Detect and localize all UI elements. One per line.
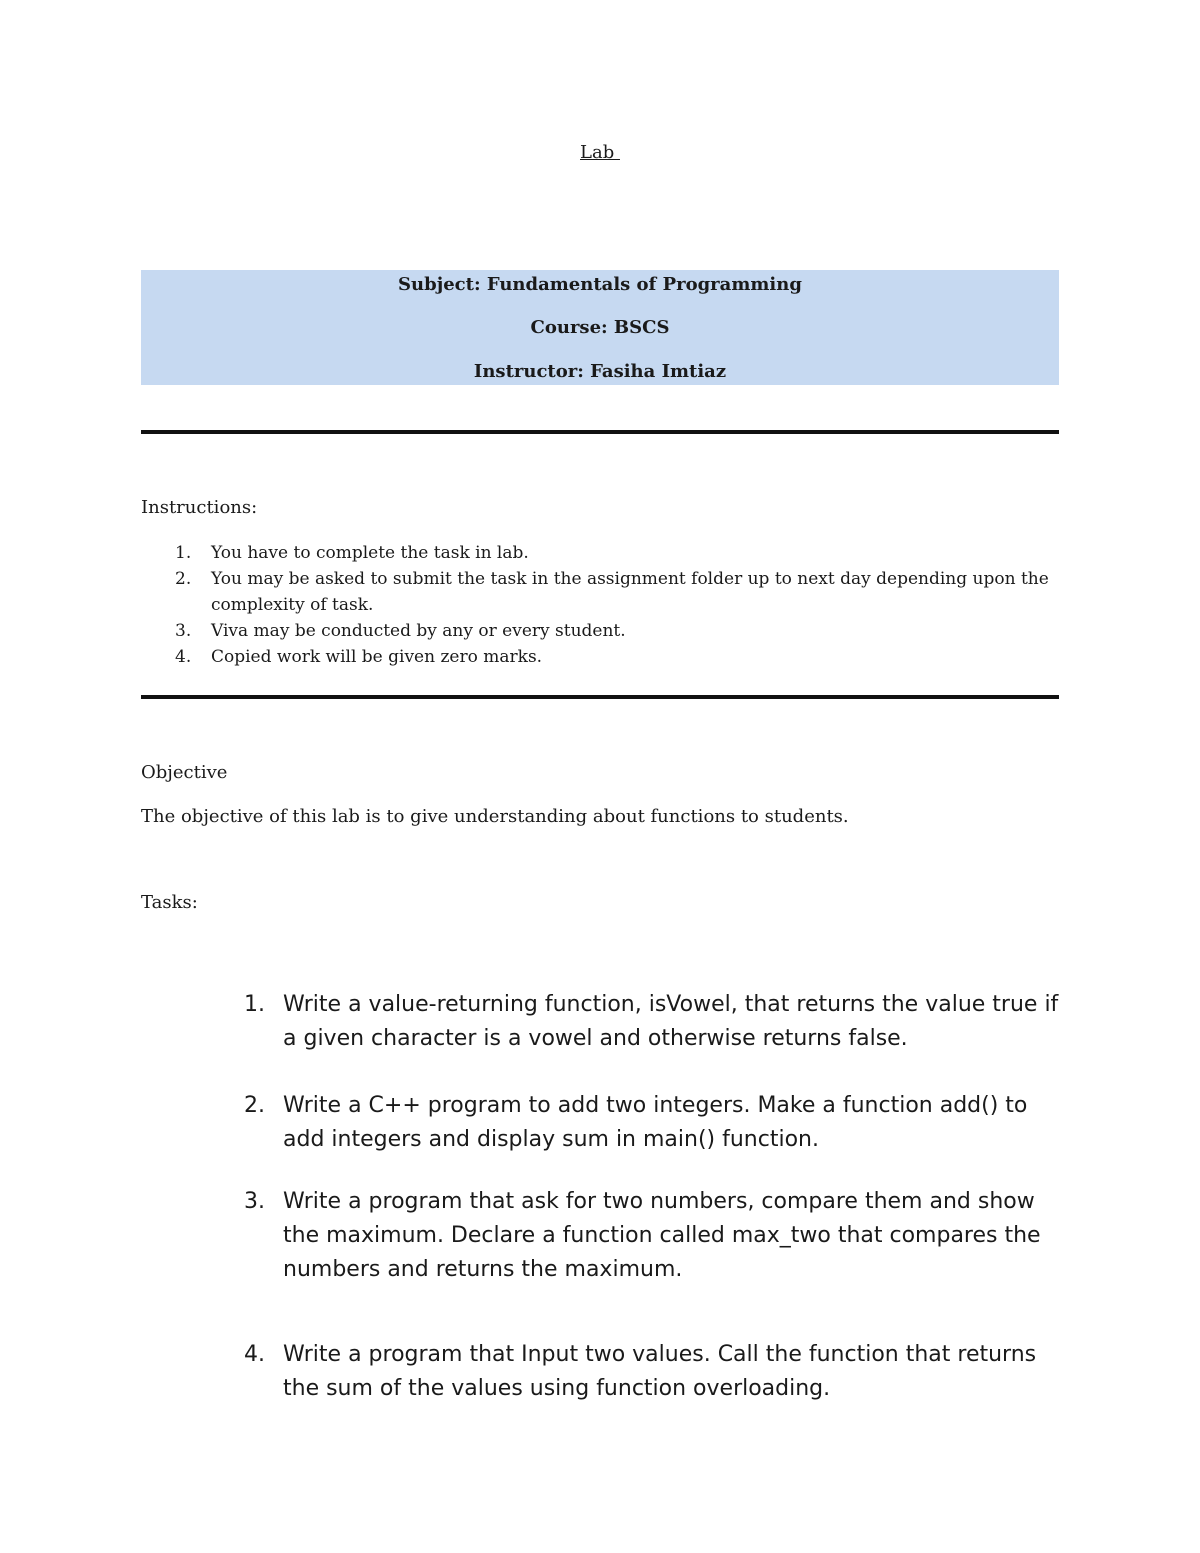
list-item-number: 1. bbox=[175, 543, 192, 563]
tasks-heading: Tasks: bbox=[141, 892, 198, 913]
list-item bbox=[141, 540, 1059, 566]
task-item bbox=[244, 1089, 1059, 1157]
list-item-text: Viva may be conducted by any or every student. bbox=[211, 621, 626, 641]
task-number: 2. bbox=[244, 1093, 265, 1118]
task-number: 3. bbox=[244, 1189, 265, 1214]
task-text: Write a program that ask for two numbers, compare them and show the maximum. Declare a function called max_two that compares the numbers and returns the maximum. bbox=[283, 1189, 1041, 1282]
course-line: Course: BSCS bbox=[530, 317, 670, 338]
instructor-line: Instructor: Fasiha Imtiaz bbox=[473, 361, 727, 382]
list-item-text: You may be asked to submit the task in the assignment folder up to next day depending upon the complexity of task. bbox=[211, 569, 1049, 615]
instructions-list bbox=[141, 540, 1059, 670]
task-number: 1. bbox=[244, 992, 265, 1017]
list-item bbox=[141, 644, 1059, 670]
objective-heading: Objective bbox=[141, 762, 228, 783]
objective-text: The objective of this lab is to give understanding about functions to students. bbox=[141, 806, 849, 827]
list-item-text: Copied work will be given zero marks. bbox=[211, 647, 543, 667]
list-item-text: You have to complete the task in lab. bbox=[211, 543, 529, 563]
subject-line: Subject: Fundamentals of Programming bbox=[398, 274, 802, 295]
task-item bbox=[244, 1185, 1059, 1287]
task-item bbox=[244, 988, 1059, 1056]
list-item-number: 4. bbox=[175, 647, 192, 667]
task-number: 4. bbox=[244, 1342, 265, 1367]
list-item bbox=[141, 618, 1059, 644]
page-title: Lab bbox=[580, 142, 620, 163]
list-item bbox=[141, 566, 1059, 618]
task-text: Write a C++ program to add two integers. Make a function add() to add integers and display sum in main() function. bbox=[283, 1093, 1028, 1152]
list-item-number: 2. bbox=[175, 569, 192, 589]
task-text: Write a value-returning function, isVowel, that returns the value true if a given character is a vowel and otherwise returns false. bbox=[283, 992, 1059, 1051]
task-text: Write a program that Input two values. Call the function that returns the sum of the values using function overloading. bbox=[283, 1342, 1037, 1401]
divider-bottom bbox=[141, 695, 1059, 699]
divider-top bbox=[141, 430, 1059, 434]
instructions-heading: Instructions: bbox=[141, 497, 258, 518]
course-info-box bbox=[141, 270, 1059, 385]
task-item bbox=[244, 1338, 1059, 1406]
list-item-number: 3. bbox=[175, 621, 192, 641]
